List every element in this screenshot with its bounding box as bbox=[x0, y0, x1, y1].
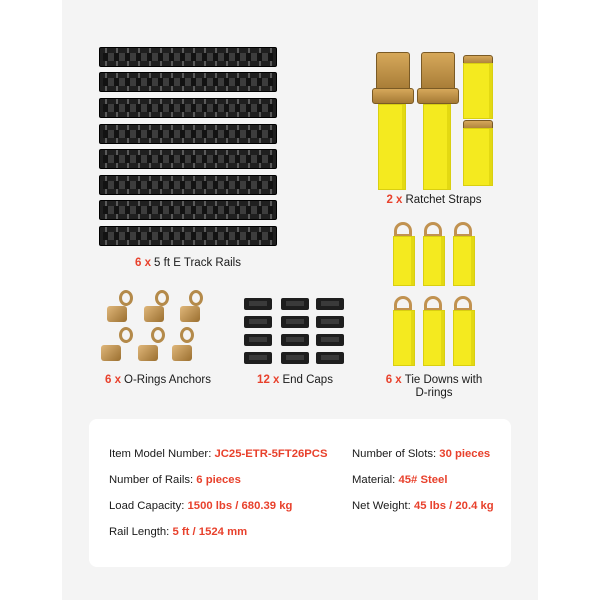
ratchet-caption bbox=[374, 193, 494, 207]
spec-material bbox=[352, 473, 447, 487]
end-cap bbox=[244, 316, 272, 328]
rail bbox=[99, 124, 277, 144]
spec-material-label: Material: bbox=[352, 474, 396, 486]
ratchet-handle bbox=[417, 88, 459, 104]
tiedowns-caption-line2 bbox=[376, 386, 492, 400]
rail bbox=[99, 47, 277, 67]
ring bbox=[119, 327, 133, 343]
endcaps-qty: 12 x bbox=[257, 374, 280, 386]
spec-rails bbox=[109, 473, 241, 487]
rails-qty: 6 x bbox=[135, 257, 152, 269]
strap bbox=[393, 236, 415, 286]
strap bbox=[423, 104, 451, 190]
spec-model bbox=[109, 447, 328, 461]
end-cap bbox=[244, 298, 272, 310]
specifications-card bbox=[89, 419, 511, 567]
spec-rails-label: Number of Rails: bbox=[109, 474, 194, 486]
ratchet-buckle bbox=[421, 52, 455, 92]
strap bbox=[453, 236, 475, 286]
ring bbox=[151, 327, 165, 343]
tiedowns-caption bbox=[376, 373, 492, 387]
end-cap bbox=[281, 298, 309, 310]
ring bbox=[189, 290, 203, 306]
endcaps-caption bbox=[240, 373, 350, 387]
end-cap bbox=[281, 334, 309, 346]
rail bbox=[99, 149, 277, 169]
rail bbox=[99, 98, 277, 118]
end-cap bbox=[316, 298, 344, 310]
spec-material-value: 45# Steel bbox=[398, 474, 448, 486]
spec-model-value: JC25-ETR-5FT26PCS bbox=[214, 448, 328, 460]
ratchet-buckle bbox=[376, 52, 410, 92]
strap bbox=[463, 63, 493, 119]
orings-caption bbox=[93, 373, 223, 387]
spec-length bbox=[109, 525, 247, 539]
ratchet-name: Ratchet Straps bbox=[405, 194, 482, 206]
endcaps-name: End Caps bbox=[282, 374, 333, 386]
spec-model-label: Item Model Number: bbox=[109, 448, 212, 460]
end-cap bbox=[281, 316, 309, 328]
strap bbox=[463, 128, 493, 186]
orings-name: O-Rings Anchors bbox=[124, 374, 211, 386]
strap bbox=[378, 104, 406, 190]
tiedowns-qty: 6 x bbox=[385, 374, 402, 386]
rail bbox=[99, 72, 277, 92]
spec-slots-label: Number of Slots: bbox=[352, 448, 437, 460]
ring bbox=[155, 290, 169, 306]
strap bbox=[393, 310, 415, 366]
ratchet-handle bbox=[372, 88, 414, 104]
rail bbox=[99, 175, 277, 195]
end-cap bbox=[316, 334, 344, 346]
strap bbox=[453, 310, 475, 366]
rail bbox=[99, 200, 277, 220]
spec-weight-value: 45 lbs / 20.4 kg bbox=[413, 500, 494, 512]
end-cap bbox=[281, 352, 309, 364]
spec-rails-value: 6 pieces bbox=[196, 474, 241, 486]
ratchet-qty: 2 x bbox=[386, 194, 403, 206]
tiedowns-name2: D-rings bbox=[415, 387, 453, 399]
spec-length-value: 5 ft / 1524 mm bbox=[172, 526, 248, 538]
end-cap bbox=[244, 352, 272, 364]
spec-weight-label: Net Weight: bbox=[352, 500, 411, 512]
anchor bbox=[144, 306, 164, 322]
spec-slots bbox=[352, 447, 490, 461]
end-cap bbox=[316, 352, 344, 364]
anchor bbox=[101, 345, 121, 361]
rails-caption bbox=[99, 256, 277, 270]
rail bbox=[99, 226, 277, 246]
strap bbox=[423, 236, 445, 286]
strap bbox=[423, 310, 445, 366]
spec-load-value: 1500 lbs / 680.39 kg bbox=[187, 500, 293, 512]
ring bbox=[180, 327, 194, 343]
anchor bbox=[107, 306, 127, 322]
spec-length-label: Rail Length: bbox=[109, 526, 170, 538]
orings-qty: 6 x bbox=[105, 374, 122, 386]
ring bbox=[119, 290, 133, 306]
spec-weight bbox=[352, 499, 494, 513]
spec-load-label: Load Capacity: bbox=[109, 500, 185, 512]
end-cap bbox=[316, 316, 344, 328]
spec-load bbox=[109, 499, 292, 513]
anchor bbox=[138, 345, 158, 361]
anchor bbox=[180, 306, 200, 322]
rails-name: 5 ft E Track Rails bbox=[154, 257, 241, 269]
tiedowns-name: Tie Downs with bbox=[404, 374, 483, 386]
end-cap bbox=[244, 334, 272, 346]
anchor bbox=[172, 345, 192, 361]
spec-slots-value: 30 pieces bbox=[439, 448, 491, 460]
